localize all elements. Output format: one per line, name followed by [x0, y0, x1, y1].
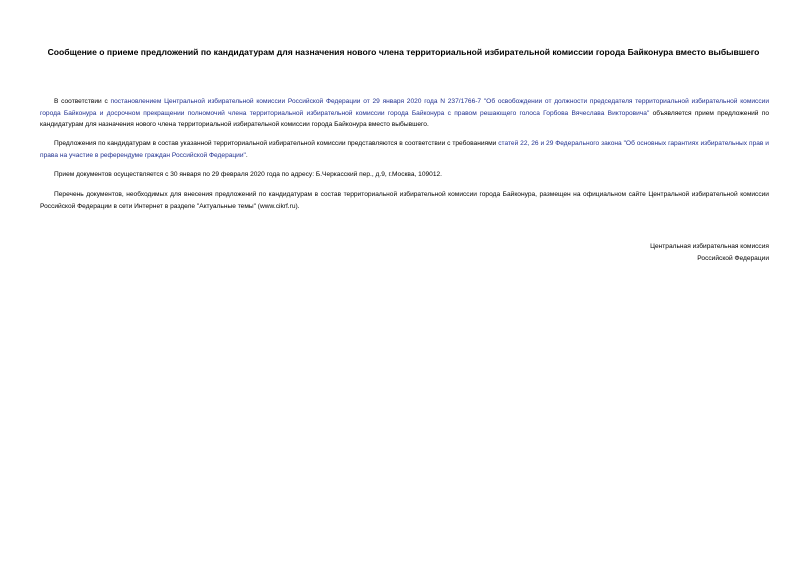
paragraph-announcement-prefix: В соответствии с: [54, 98, 111, 105]
signature-block: [650, 241, 769, 264]
paragraph-submission-dates: Прием документов осуществляется с 30 января по 29 февраля 2020 года по адресу: Б.Черкасский пер., д.9, г.Москва, 109012.: [54, 171, 442, 178]
resolution-link[interactable]: постановлением Центральной избирательной комиссии Российской Федерации от 29 января 2020 года N 237/1766-7 "Об освобождении от должности председателя территориальной избирательной комиссии города Байконура и досрочном прекращении полномочий члена территориальной избирательной комиссии города Байконура с правом решающего голоса Горбова Вячеслава Викторовича": [40, 98, 769, 117]
document-title: Сообщение о приеме предложений по кандидатурам для назначения нового члена территориальной избирательной комиссии города Байконура вместо выбывшего: [47, 47, 760, 57]
paragraph-documents-list: Перечень документов, необходимых для внесения предложений по кандидатурам в состав территориальной избирательной комиссии города Байконура, размещен на официальном сайте Центральной избирательной комиссии Российской Федерации в сети Интернет в разделе "Актуальные темы" (www.cikrf.ru).: [40, 191, 769, 210]
paragraph-requirements-suffix: .: [245, 151, 248, 159]
paragraph-announcement: [40, 96, 769, 131]
signature-line-1: Центральная избирательная комиссия: [650, 243, 769, 250]
paragraph-requirements-prefix: Предложения по кандидатурам в состав указанной территориальной избирательной комиссии представляются в соответствии с требованиями: [54, 140, 499, 147]
federal-law-link[interactable]: статей 22, 26 и 29 Федерального закона "Об основных гарантиях избирательных прав и права на участие в референдуме граждан Российской Федерации": [40, 140, 769, 159]
paragraph-requirements: [40, 138, 769, 161]
paragraph-announcement-suffix: объявляется прием предложений по кандидатурам для назначения нового члена территориальной избирательной комиссии города Байконура вместо выбывшего.: [40, 109, 770, 129]
signature-line-2: Российской Федерации: [697, 254, 769, 262]
